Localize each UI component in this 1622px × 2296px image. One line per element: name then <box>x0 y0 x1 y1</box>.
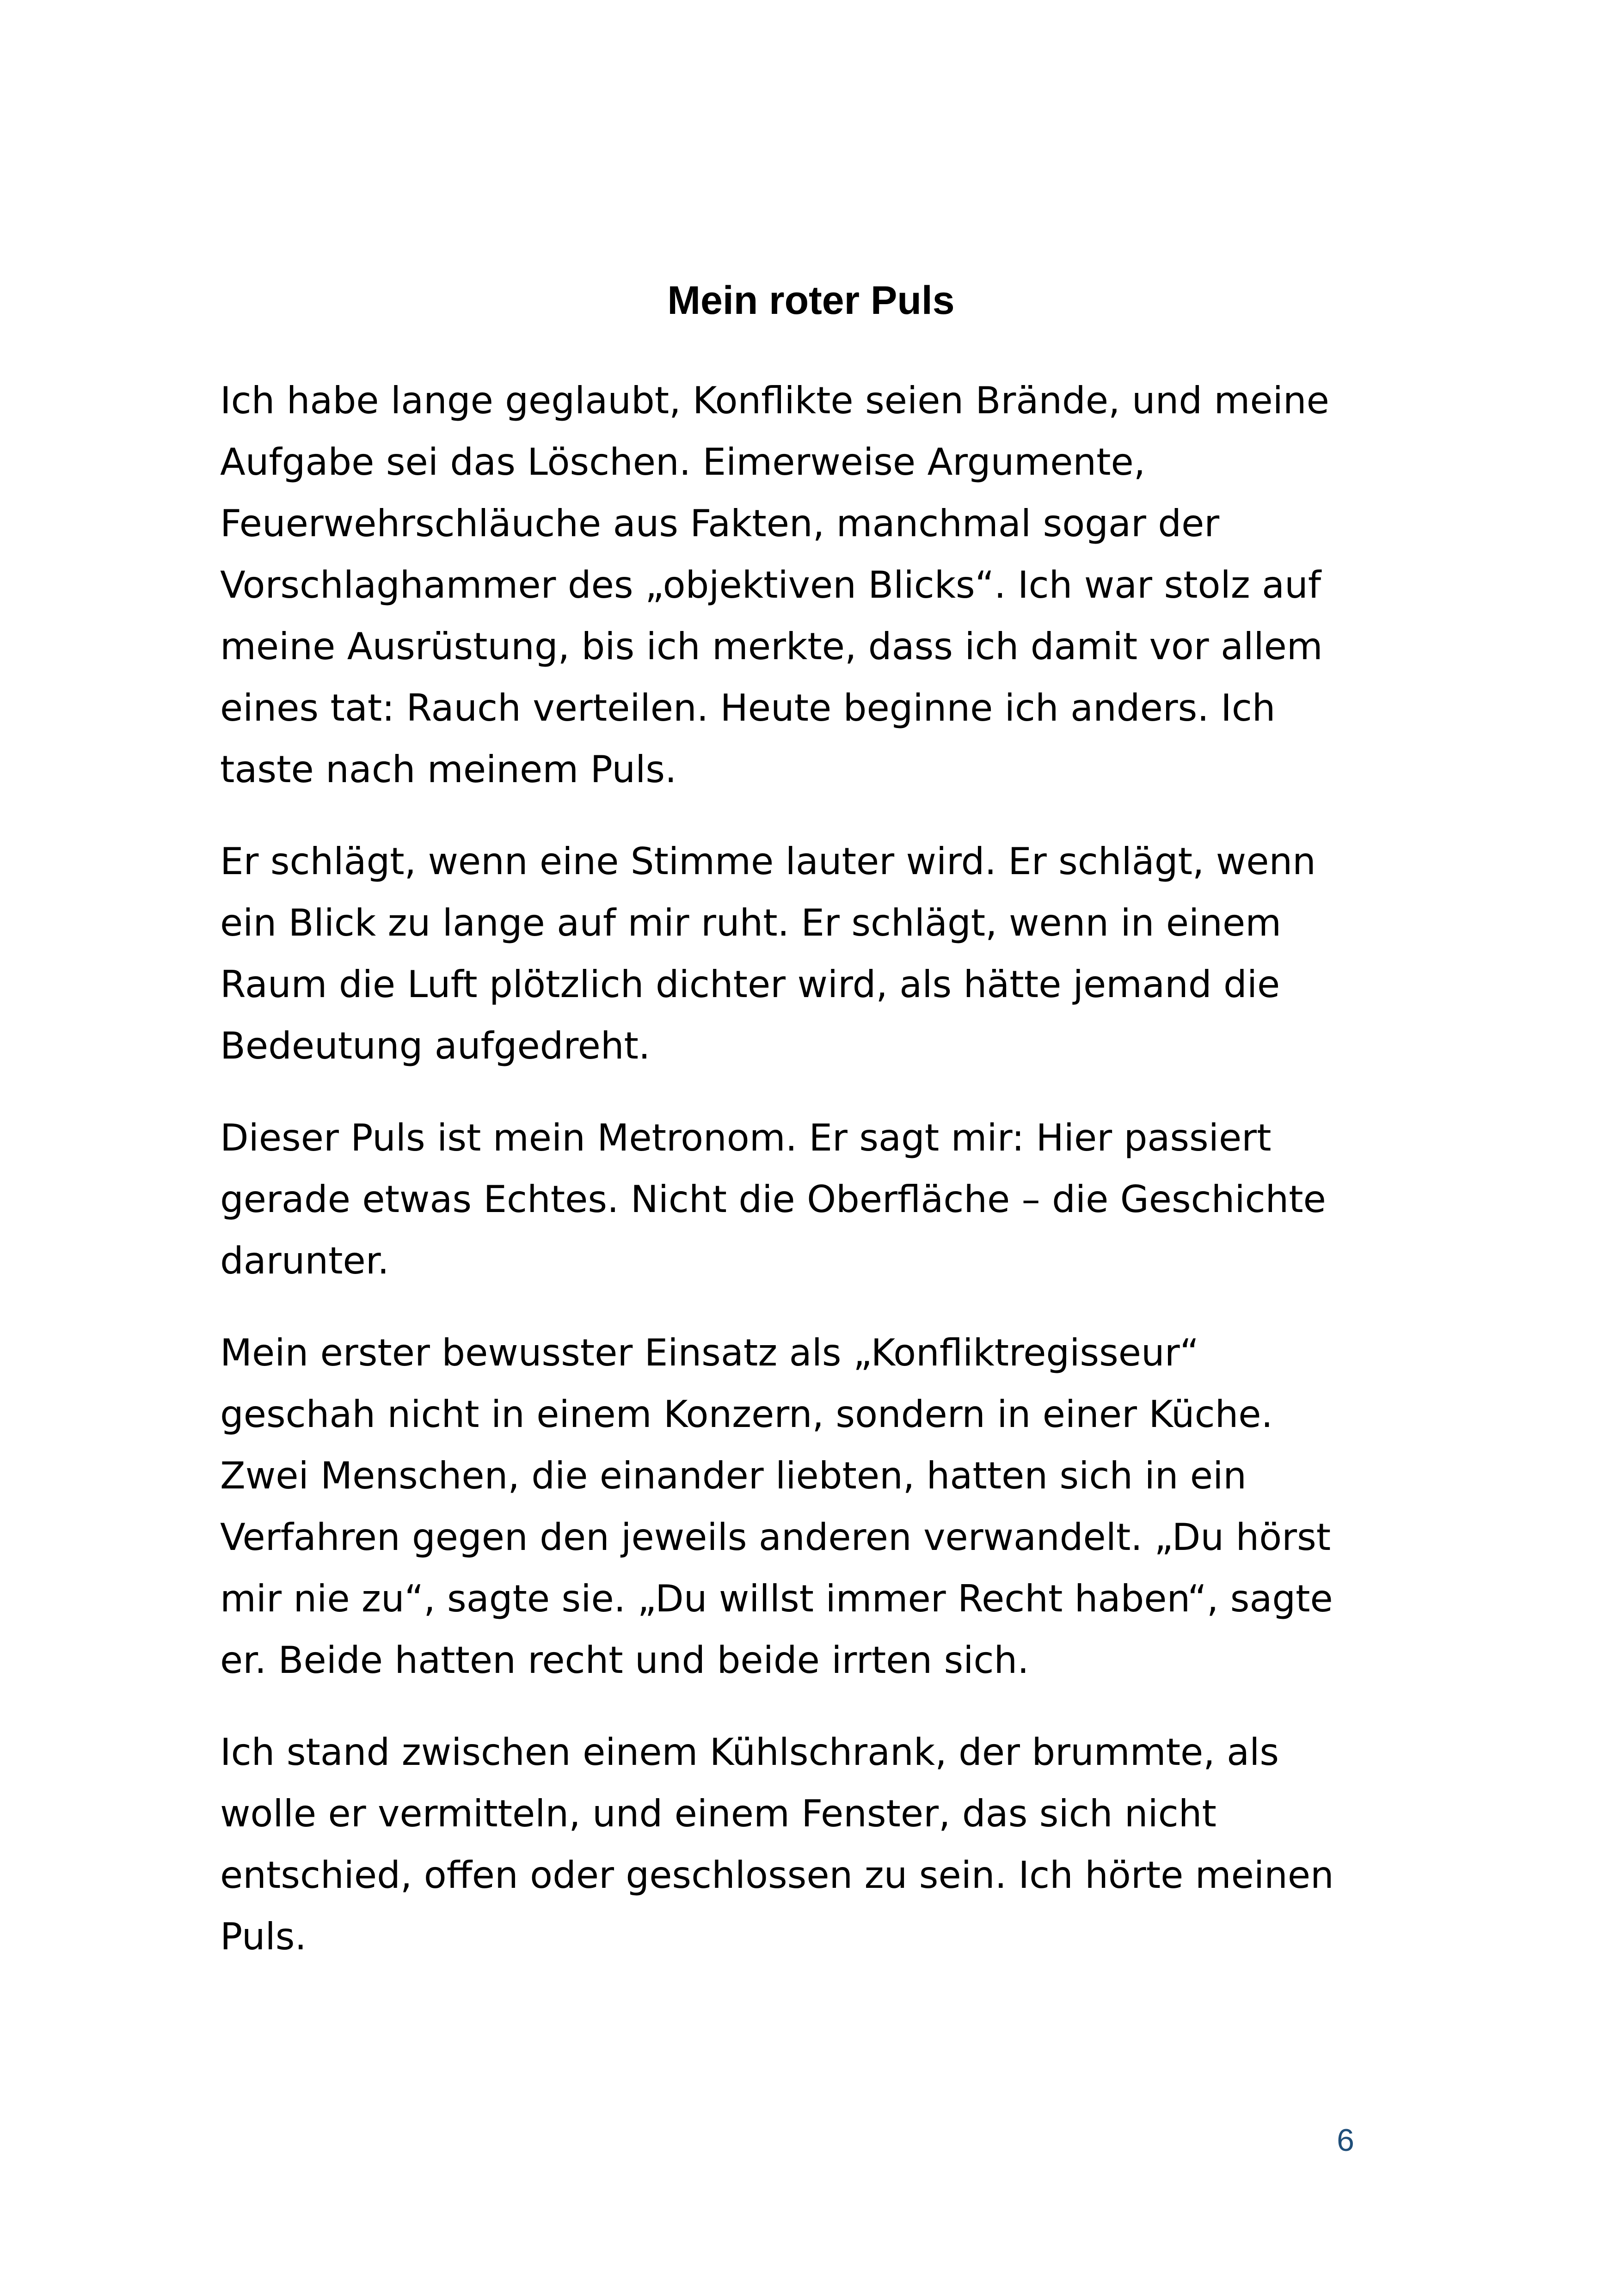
paragraph-3: Dieser Puls ist mein Metronom. Er sagt mir: Hier passiert gerade etwas Echtes. Nicht die Oberfläche – die Geschichte darunter. <box>220 1116 1326 1282</box>
body-text <box>220 370 1367 1998</box>
paragraph-1: Ich habe lange geglaubt, Konflikte seien Brände, und meine Aufgabe sei das Löschen. Eimerweise Argumente, Feuerwehrschläuche aus Fakten, manchmal sogar der Vorschlaghammer des „objektiven Blicks“. Ich war stolz auf meine Ausrüstung, bis ich merkte, dass ich damit vor allem eines tat: Rauch verteilen. Heute beginne ich anders. Ich taste nach meinem Puls. <box>220 379 1329 791</box>
paragraph-2: Er schlägt, wenn eine Stimme lauter wird. Er schlägt, wenn ein Blick zu lange auf mir ruht. Er schlägt, wenn in einem Raum die Luft plötzlich dichter wird, als hätte jemand die Bedeutung aufgedreht. <box>220 840 1316 1067</box>
page-number: 6 <box>1337 2123 1354 2158</box>
paragraph-5: Ich stand zwischen einem Kühlschrank, der brummte, als wolle er vermitteln, und einem Fenster, das sich nicht entschied, offen oder geschlossen zu sein. Ich hörte meinen Puls. <box>220 1731 1334 1958</box>
chapter-title: Mein roter Puls <box>667 278 955 323</box>
paragraph-4: Mein erster bewusster Einsatz als „Konfliktregisseur“ geschah nicht in einem Konzern, sondern in einer Küche. Zwei Menschen, die einander liebten, hatten sich in ein Verfahren gegen den jeweils anderen verwandelt. „Du hörst mir nie zu“, sagte sie. „Du willst immer Recht haben“, sagte er. Beide hatten recht und beide irrten sich. <box>220 1331 1333 1682</box>
